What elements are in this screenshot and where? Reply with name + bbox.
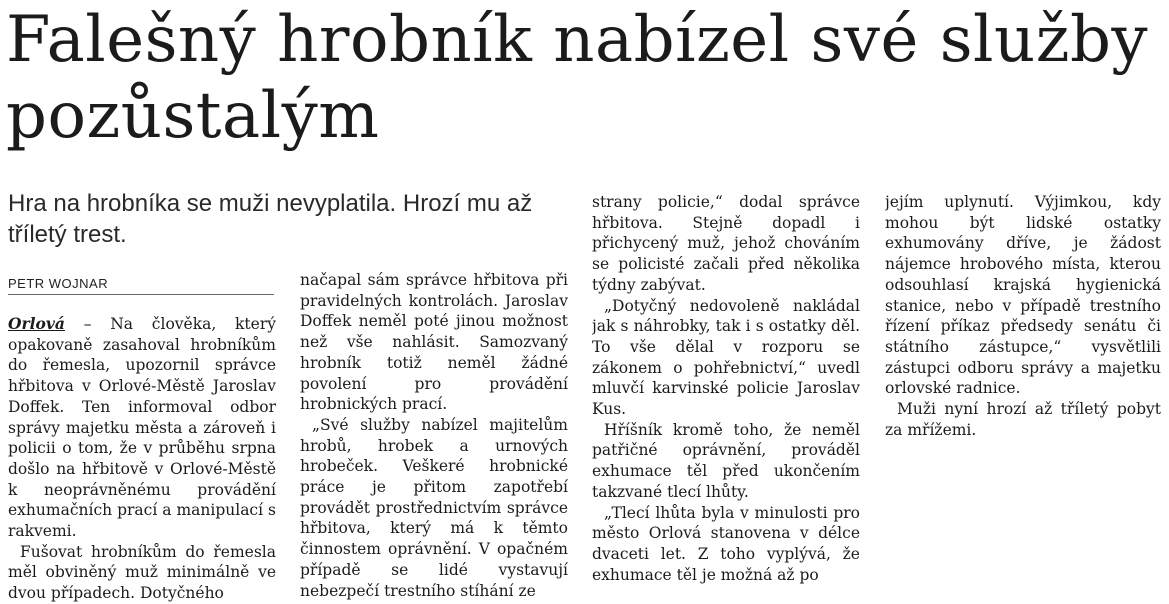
paragraph-3: „Své služby nabízel majitelům hrobů, hrobek a urnových hrobeček. Veškeré hrobnické práce je přitom zapotřebí provádět prostřednictvím správce hřbitova, který má k těmto činnostem oprávnění. V opačném případě se lidé vystavují nebezpečí trestního stíhání ze	[300, 415, 568, 600]
headline: Falešný hrobník nabízel své služby pozůstalým	[6, 3, 1149, 153]
paragraph-6: „Tlecí lhůta byla v minulosti pro město Orlová stanovena v délce dvaceti let. Z toho vyplývá, že exhumace těl je možná až po	[592, 503, 860, 584]
paragraph-continued: strany policie,“ dodal správce hřbitova. Stejně dopadl i přichycený muž, jehož chováním se policisté začali před několika týdny zabývat.	[592, 193, 860, 294]
lead-paragraph	[8, 314, 276, 542]
article-column-1	[8, 314, 276, 604]
paragraph-4: „Dotyčný nedovoleně nakládal jak s náhrobky, tak i s ostatky děl. To vše dělal v rozporu se zákonem o pohřebnictví,“ uvedl mluvčí karvinské policie Jaroslav Kus.	[592, 296, 860, 419]
article-column-3	[592, 192, 860, 604]
article-column-4	[885, 192, 1161, 604]
paragraph-7: Muži nyní hrozí až tříletý pobyt za mřížemi.	[885, 400, 1161, 439]
lead-text: – Na člověka, který opakovaně zasahoval hrobníkům do řemesla, upozornil správce hřbitova v Orlové-Městě Jaroslav Doffek. Ten informoval odbor správy majetku města a zároveň i policii o tom, že v průběhu srpna došlo na hřbitově v Orlové-Městě k neoprávněnému provádění exhumačních prací a manipulací s rakvemi.	[8, 315, 276, 541]
paragraph-5: Hříšník kromě toho, že neměl patřičné oprávnění, prováděl exhumace těl před ukončením takzvané tlecí lhůty.	[592, 420, 860, 501]
paragraph-2: Fušovat hrobníkům do řemesla měl obviněný muž minimálně ve dvou případech. Dotyčného	[8, 542, 276, 603]
paragraph-continued: načapal sám správce hřbitova při pravidelných kontrolách. Jaroslav Doffek neměl poté jinou možnost než vše nahlásit. Samozvaný hrobník totiž neměl žádné povolení pro provádění hrobnických prací.	[300, 271, 568, 414]
subtitle: Hra na hrobníka se muži nevyplatila. Hrozí mu až tříletý trest.	[8, 190, 533, 248]
author-byline: PETR WOJNAR	[8, 276, 274, 295]
article-column-2	[300, 270, 568, 604]
dateline-location: Orlová	[8, 314, 65, 333]
paragraph-continued: jejím uplynutí. Výjimkou, kdy mohou být lidské ostatky exhumovány dříve, je žádost nájemce hrobového místa, kterou odsouhlasí krajská hygienická stanice, nebo v případě trestního řízení příkaz předsedy senátu či státního zástupce,“ vysvětlili zástupci odboru správy a majetku orlovské radnice.	[885, 193, 1161, 398]
